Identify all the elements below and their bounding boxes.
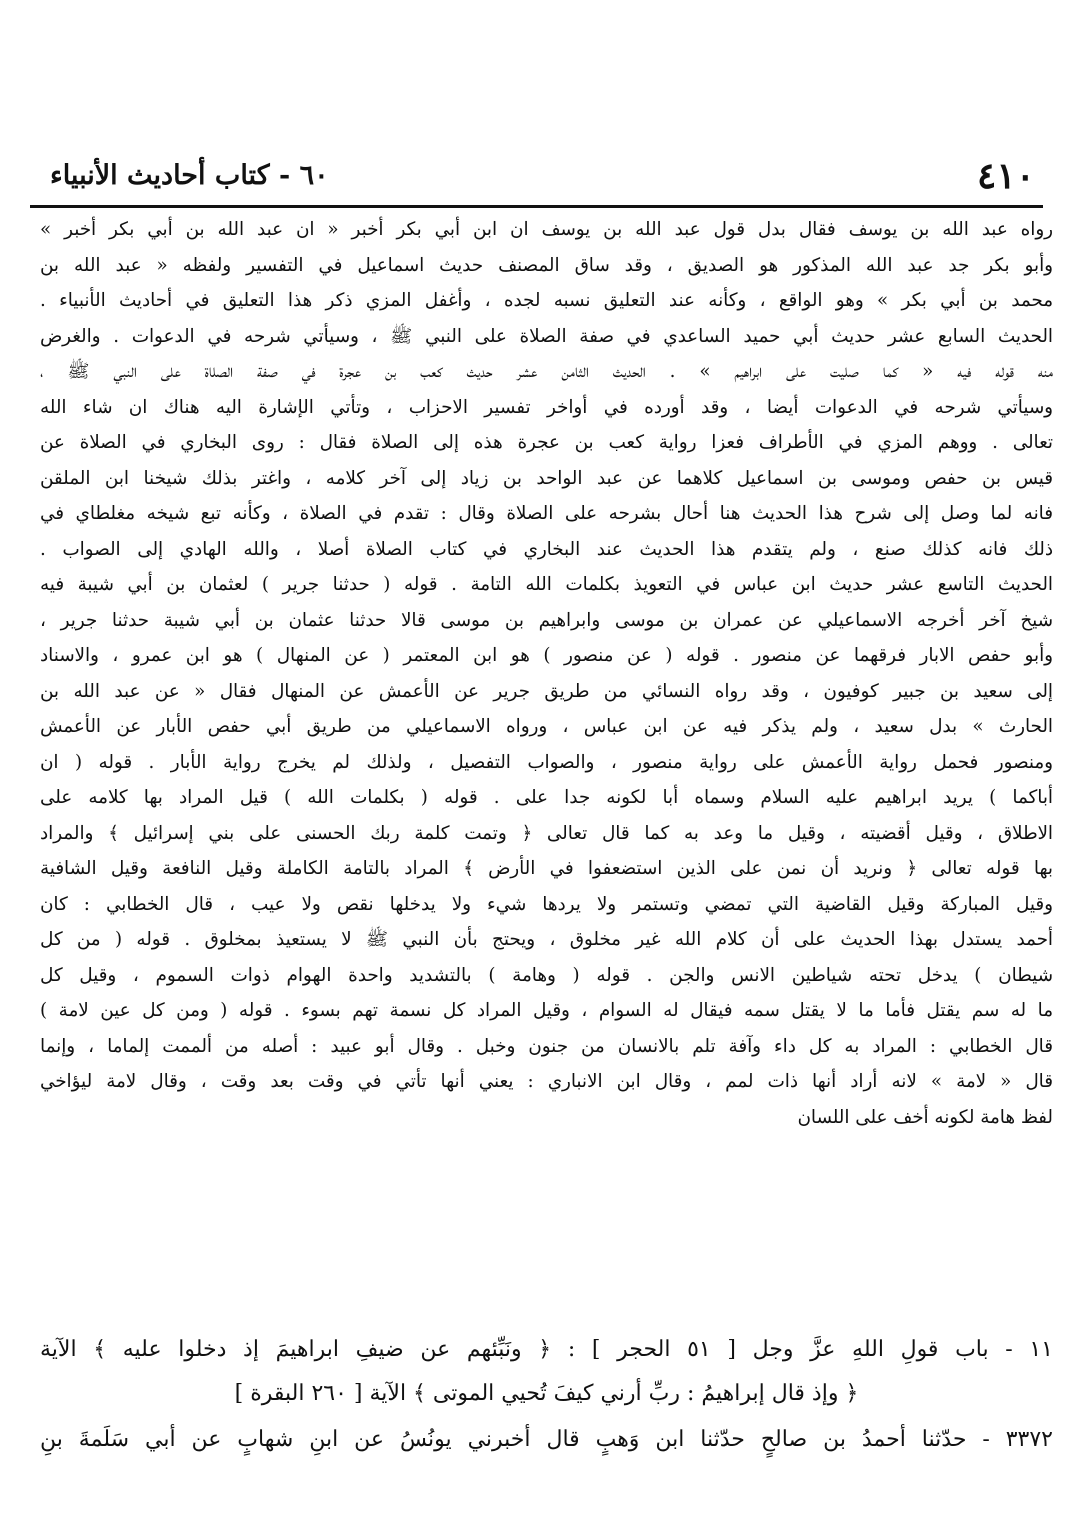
text-line: قيس بن حفص وموسى بن اسماعيل كلاهما عن عبد الواحد بن زياد إلى آخر كلامه ، واغتر بذلك شيخنا ابن الملقن [40, 467, 1053, 489]
text-line: إلى سعيد بن جبير كوفيون ، وقد رواه النسائي من طريق جرير عن الأعمش عن المنهال فقال « عن عبد الله بن [40, 680, 1053, 702]
verse-citation: ﴿ وإذ قال إبراهيمُ : ربِّ أرني كيفَ تُحيي الموتى ﴾ الآية [ ٢٦٠ البقرة ] [234, 1381, 859, 1406]
text-line: منه قوله فيه « كما صليت على ابراهيم » . الحديث الثامن عشر حديث كعب بن عجرة في صفة الصلاة على النبي ﷺ ، [40, 361, 1053, 382]
text-line: شيخ آخر أخرجه الاسماعيلي عن عمران بن موسى وابراهيم بن موسى قالا حدثنا عثمان بن أبي شيبة حدثنا جرير ، [40, 609, 1053, 631]
hadith-chain: ٣٣٧٢ - حدّثنا أحمدُ بن صالحٍ حدّثنا ابن وَهبٍ قال أخبرني يونُسُ عن ابنِ شهابٍ عن أبي سَلَمةَ بنِ [40, 1427, 1053, 1452]
text-line: وأبو بكر جد عبد الله المذكور هو الصديق ، وقد ساق المصنف حديث اسماعيل في التفسير ولفظه « عبد الله بن [40, 254, 1053, 276]
text-line: ذلك فانه كذلك صنع ، ولم يتقدم هذا الحديث عند البخاري في كتاب الصلاة أصلا ، والله الهادي إلى الصواب . [40, 538, 1053, 560]
header-divider [30, 205, 1043, 208]
chapter-heading: ١١ - باب قولِ اللهِ عزَّ وجل [ ٥١ الحجر ] : ﴿ ونَبِّئهم عن ضيفِ ابراهيمَ إذ دخلوا عليه ﴾ الآية [40, 1337, 1053, 1362]
text-line: الحارث » بدل سعيد ، ولم يذكر فيه عن ابن عباس ، ورواه الاسماعيلي من طريق أبي حفص الأبار عن الأعمش [40, 716, 1053, 737]
text-line: ومنصور فحمل رواية الأعمش على رواية منصور ، والصواب التفصيل ، ولذلك لم يخرج رواية الأبار . قوله ( ان [40, 751, 1053, 773]
text-line: محمد بن أبي بكر » وهو الواقع ، وكأنه عند التعليق نسبه لجده ، وأغفل المزي ذكر هذا التعليق في أحاديث الأنبياء . [40, 290, 1053, 311]
text-line: وقيل المباركة وقيل القاضية التي تمضي وتستمر ولا يردها شيء ولا يدخلها نقص ولا عيب ، قال الخطابي : كان [40, 893, 1053, 915]
text-line: الاطلاق ، وقيل أقضيته ، وقيل ما وعد به كما قال تعالى ﴿ وتمت كلمة ربك الحسنى على بني إسرائيل ﴾ والمراد [40, 822, 1053, 844]
text-line: أباكما ) يريد ابراهيم عليه السلام وسماه أبا لكونه جدا على . قوله ( بكلمات الله ) قيل المراد بها كلامه على [40, 787, 1053, 808]
text-line: لفظ هامة لكونه أخف على اللسان [797, 1106, 1053, 1128]
text-line: أحمد يستدل بهذا الحديث على أن كلام الله غير مخلوق ، ويحتج بأن النبي ﷺ لا يستعيذ بمخلوق . قوله ( من كل [40, 929, 1053, 950]
page-header [30, 152, 1043, 200]
text-line: رواه عبد الله بن يوسف فقال بدل قول عبد الله بن يوسف ان ابن أبي بكر أخبر « ان عبد الله بن أبي بكر أخبر » [40, 219, 1053, 240]
text-line: الحديث التاسع عشر حديث ابن عباس في التعويذ بكلمات الله التامة . قوله ( حدثنا جرير ) لعثمان بن أبي شيبة فيه [40, 574, 1053, 595]
commentary-text [40, 212, 1053, 1135]
text-line: الحديث السابع عشر حديث أبي حميد الساعدي في صفة الصلاة على النبي ﷺ ، وسيأتي شرحه في الدعوات . والغرض [40, 325, 1053, 347]
text-line: قال « لامة » لانه أراد أنها ذات لمم ، وقال ابن الانباري : يعني أنها تأتي في وقت بعد وقت ، وقال لامة ليؤاخي [40, 1071, 1053, 1092]
text-line: فانه لما وصل إلى شرح هذا الحديث هنا أحال بشرحه على الصلاة وقال : تقدم في الصلاة ، وكأنه تبع شيخه مغلطاي في [40, 503, 1053, 524]
chapter-section [40, 1328, 1053, 1464]
text-line: تعالى . ووهم المزي في الأطراف فعزا رواية كعب بن عجرة هذه إلى الصلاة فقال : روى البخاري في الصلاة عن [40, 432, 1053, 453]
page-number: ٤١٠ [976, 155, 1035, 197]
book-title: ٦٠ - كتاب أحاديث الأنبياء [50, 160, 329, 191]
text-line: وأبو حفص الابار فرقهما عن منصور . قوله ( عن منصور ) هو ابن المعتمر ( عن المنهال ) هو ابن عمرو ، والاسناد [40, 645, 1053, 666]
text-line: ما له سم يقتل فأما ما لا يقتل سمه فيقال له السوام ، وقيل المراد كل نسمة تهم بسوء . قوله ( ومن كل عين لامة ) [40, 1000, 1053, 1021]
text-line: شيطان ) يدخل تحته شياطين الانس والجن . قوله ( وهامة ) بالتشديد واحدة الهوام ذوات السموم ، وقيل كل [40, 964, 1053, 986]
text-line: قال الخطابي : المراد به كل داء وآفة تلم بالانسان من جنون وخبل . وقال أبو عبيد : أصله من ألممت إلماما ، وإنما [40, 1035, 1053, 1057]
text-line: وسيأتي شرحه في الدعوات أيضا ، وقد أورده في أواخر تفسير الاحزاب ، وتأتي الإشارة اليه هناك ان شاء الله [40, 396, 1053, 418]
text-line: بها قوله تعالى ﴿ ونريد أن نمن على الذين استضعفوا في الأرض ﴾ المراد بالتامة الكاملة وقيل النافعة وقيل الشافية [40, 858, 1053, 879]
